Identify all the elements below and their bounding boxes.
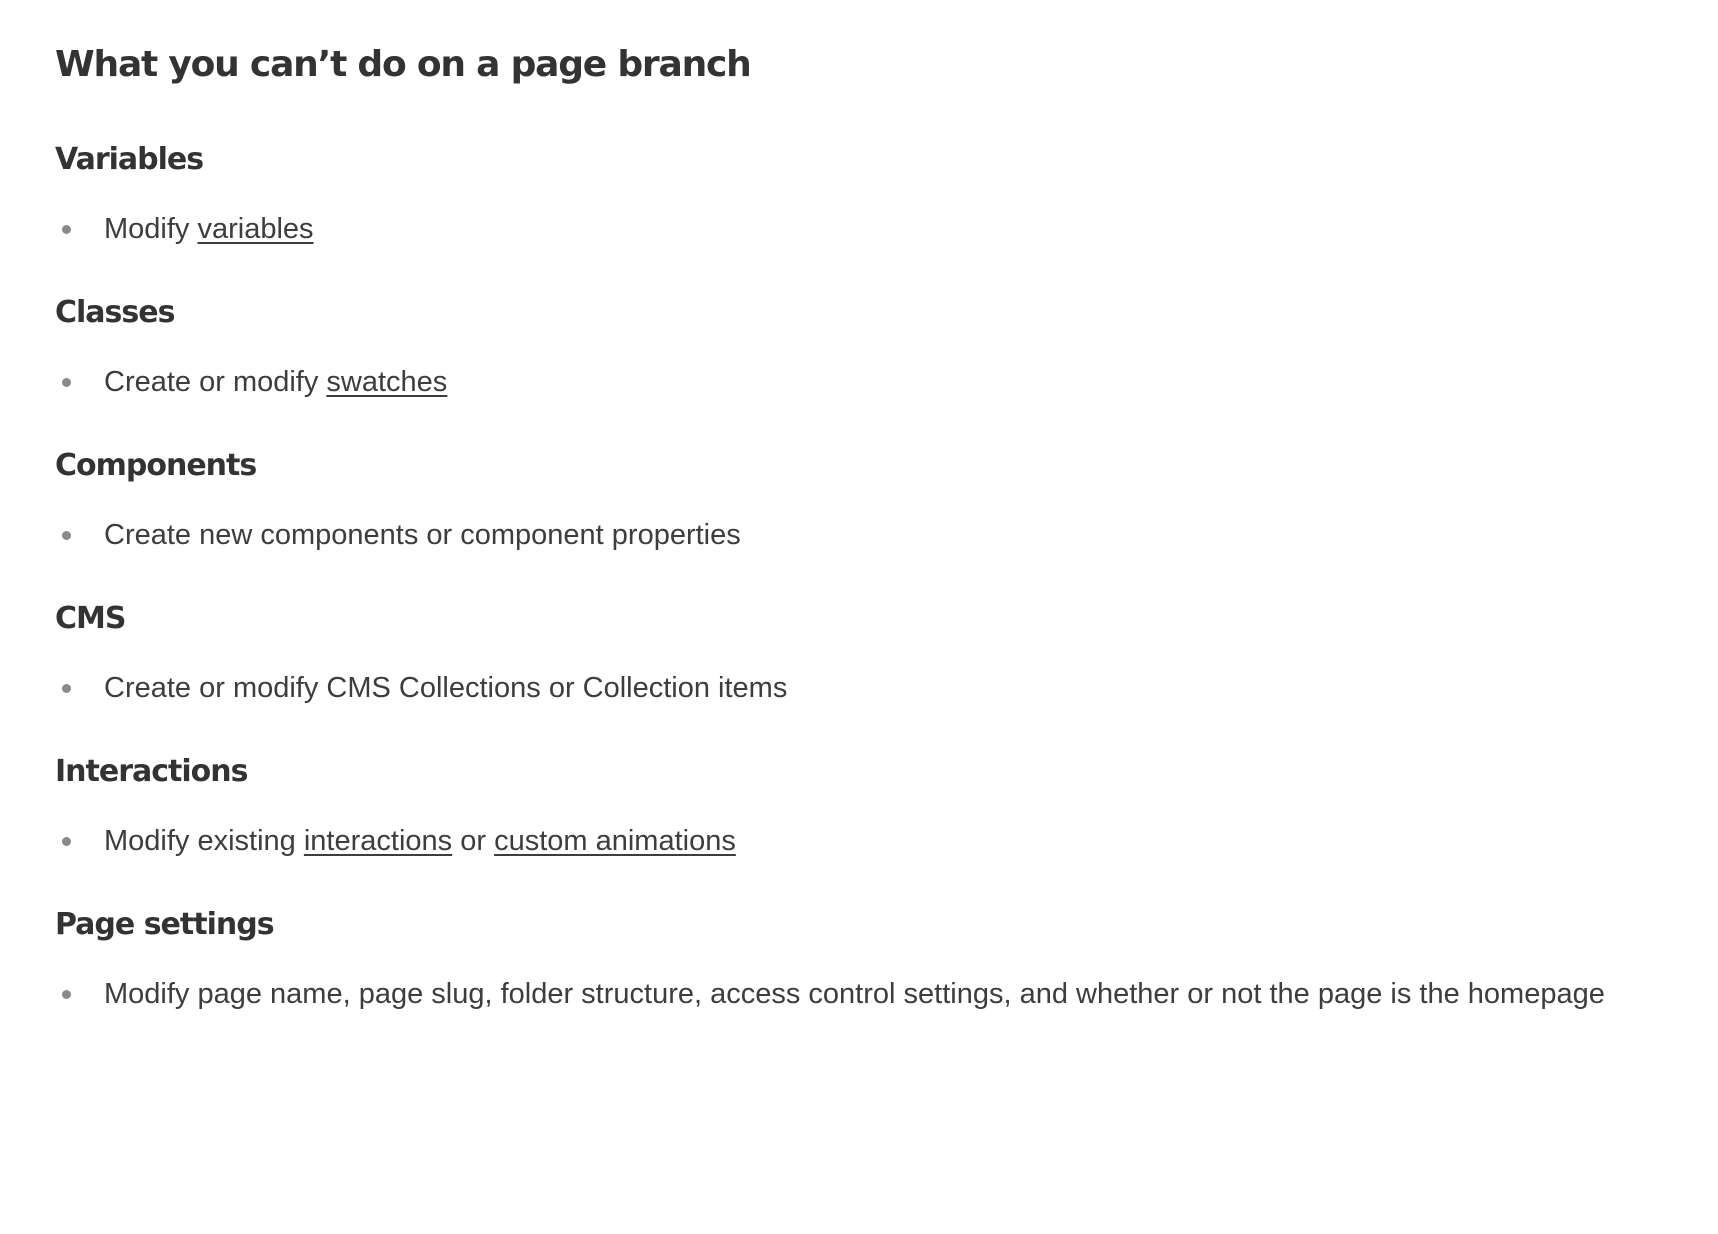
bullet-icon bbox=[62, 531, 71, 540]
section-variables bbox=[55, 140, 1685, 293]
bullet-icon bbox=[62, 378, 71, 387]
section-heading-classes: Classes bbox=[55, 295, 175, 330]
bullet-list-components bbox=[55, 515, 1685, 555]
section-heading-variables: Variables bbox=[55, 142, 204, 177]
list-item bbox=[55, 362, 1685, 402]
section-cms bbox=[55, 599, 1685, 752]
list-item bbox=[55, 209, 1685, 249]
item-text: Create or modify bbox=[104, 366, 327, 398]
bullet-list-interactions bbox=[55, 821, 1685, 861]
list-item bbox=[55, 668, 1685, 708]
bullet-icon bbox=[62, 990, 71, 999]
spacer bbox=[55, 90, 1685, 140]
bullet-icon bbox=[62, 684, 71, 693]
interactions-link[interactable]: interactions bbox=[303, 825, 453, 857]
swatches-link[interactable]: swatches bbox=[326, 366, 448, 398]
section-classes bbox=[55, 293, 1685, 446]
item-text: Create or modify CMS Collections or Collection items bbox=[104, 672, 788, 704]
section-heading-interactions: Interactions bbox=[55, 754, 248, 789]
item-text: or bbox=[452, 825, 495, 857]
section-heading-page-settings: Page settings bbox=[55, 907, 274, 942]
section-heading-cms: CMS bbox=[55, 601, 126, 636]
section-page-settings bbox=[55, 905, 1685, 1014]
bullet-list-page-settings bbox=[55, 974, 1685, 1014]
bullet-icon bbox=[62, 225, 71, 234]
section-heading-components: Components bbox=[55, 448, 257, 483]
document-content bbox=[55, 40, 1685, 1014]
bullet-list-cms bbox=[55, 668, 1685, 708]
list-item bbox=[55, 974, 1685, 1014]
item-text: Modify bbox=[104, 213, 198, 245]
custom-animations-link[interactable]: custom animations bbox=[494, 825, 736, 857]
page-title: What you can’t do on a page branch bbox=[55, 44, 751, 85]
list-item bbox=[55, 821, 1685, 861]
list-item bbox=[55, 515, 1685, 555]
variables-link[interactable]: variables bbox=[197, 213, 314, 245]
section-components bbox=[55, 446, 1685, 599]
item-text: Modify existing bbox=[104, 825, 304, 857]
bullet-list-variables bbox=[55, 209, 1685, 249]
item-text: Modify page name, page slug, folder structure, access control settings, and whether or not the page is the homepage bbox=[104, 978, 1605, 1010]
bullet-icon bbox=[62, 837, 71, 846]
bullet-list-classes bbox=[55, 362, 1685, 402]
item-text: Create new components or component properties bbox=[104, 519, 741, 551]
section-interactions bbox=[55, 752, 1685, 905]
